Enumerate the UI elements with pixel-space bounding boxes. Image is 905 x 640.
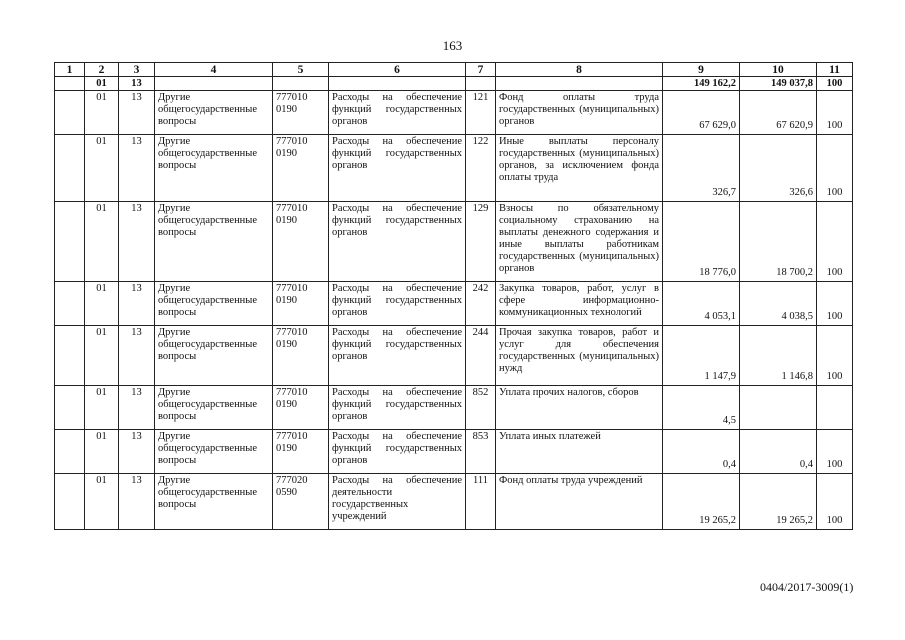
- header-cell: 10: [740, 63, 817, 77]
- expense-type-name: Уплата иных платежей: [496, 430, 663, 474]
- execution-percent: 100: [817, 135, 853, 202]
- table-row: [55, 91, 853, 135]
- section-code: 01: [85, 91, 119, 135]
- subsection-code: 13: [119, 135, 155, 202]
- subsection-code: 13: [119, 474, 155, 530]
- header-cell: 1: [55, 63, 85, 77]
- section-code: 01: [85, 135, 119, 202]
- target-article-name: Расходы на обеспечение функций государственных органов: [329, 202, 466, 282]
- section-name: Другие общегосударственные вопросы: [155, 326, 273, 386]
- total-subsection: 13: [119, 77, 155, 91]
- target-article-name: Расходы на обеспечение функций государственных органов: [329, 326, 466, 386]
- subsection-code: 13: [119, 91, 155, 135]
- total-fact: 149 037,8: [740, 77, 817, 91]
- target-article-name: Расходы на обеспечение функций государственных органов: [329, 430, 466, 474]
- table-row: [55, 326, 853, 386]
- expense-type-name: Фонд оплаты труда государственных (муниципальных) органов: [496, 91, 663, 135]
- expense-type-code: 122: [466, 135, 496, 202]
- table-row: [55, 386, 853, 430]
- row-index-cell: [55, 282, 85, 326]
- header-cell: 9: [663, 63, 740, 77]
- plan-amount: 1 147,9: [663, 326, 740, 386]
- fact-amount: 4 038,5: [740, 282, 817, 326]
- section-name: Другие общегосударственные вопросы: [155, 91, 273, 135]
- execution-percent: 100: [817, 430, 853, 474]
- section-name: Другие общегосударственные вопросы: [155, 430, 273, 474]
- row-index-cell: [55, 386, 85, 430]
- expense-type-code: 111: [466, 474, 496, 530]
- expense-type-name: Закупка товаров, работ, услуг в сфере информационно-коммуникационных технологий: [496, 282, 663, 326]
- subsection-code: 13: [119, 326, 155, 386]
- section-code: 01: [85, 282, 119, 326]
- header-cell: 8: [496, 63, 663, 77]
- expense-type-name: Иные выплаты персоналу государственных (муниципальных) органов, за исключением фонда оплаты труда: [496, 135, 663, 202]
- total-percent: 100: [817, 77, 853, 91]
- total-cell-5: [273, 77, 329, 91]
- target-article-name: Расходы на обеспечение функций государственных органов: [329, 135, 466, 202]
- row-index-cell: [55, 91, 85, 135]
- total-cell-8: [496, 77, 663, 91]
- expense-type-code: 852: [466, 386, 496, 430]
- row-index-cell: [55, 474, 85, 530]
- expense-type-code: 121: [466, 91, 496, 135]
- fact-amount: 1 146,8: [740, 326, 817, 386]
- plan-amount: 4 053,1: [663, 282, 740, 326]
- section-code: 01: [85, 474, 119, 530]
- section-name: Другие общегосударственные вопросы: [155, 474, 273, 530]
- expense-type-name: Взносы по обязательному социальному страхованию на выплаты денежного содержания и иные выплаты работникам государственных (муниципальных) органов: [496, 202, 663, 282]
- document-code: 0404/2017-3009(1): [760, 580, 854, 594]
- total-cell-6: [329, 77, 466, 91]
- total-cell-4: [155, 77, 273, 91]
- subsection-code: 13: [119, 430, 155, 474]
- header-row: [55, 63, 853, 77]
- total-cell-1: [55, 77, 85, 91]
- expense-type-code: 244: [466, 326, 496, 386]
- execution-percent: 100: [817, 282, 853, 326]
- header-cell: 2: [85, 63, 119, 77]
- total-row: [55, 77, 853, 91]
- row-index-cell: [55, 202, 85, 282]
- table-row: [55, 135, 853, 202]
- section-name: Другие общегосударственные вопросы: [155, 386, 273, 430]
- expense-type-code: 129: [466, 202, 496, 282]
- section-code: 01: [85, 386, 119, 430]
- subsection-code: 13: [119, 282, 155, 326]
- target-article-name: Расходы на обеспечение функций государственных органов: [329, 91, 466, 135]
- header-cell: 11: [817, 63, 853, 77]
- fact-amount: 19 265,2: [740, 474, 817, 530]
- fact-amount: 326,6: [740, 135, 817, 202]
- target-article-code: 777020 0590: [273, 474, 329, 530]
- row-index-cell: [55, 326, 85, 386]
- expense-type-name: Прочая закупка товаров, работ и услуг для обеспечения государственных (муниципальных) нужд: [496, 326, 663, 386]
- plan-amount: 19 265,2: [663, 474, 740, 530]
- row-index-cell: [55, 430, 85, 474]
- execution-percent: 100: [817, 202, 853, 282]
- target-article-code: 777010 0190: [273, 282, 329, 326]
- budget-table: [54, 62, 853, 530]
- total-cell-7: [466, 77, 496, 91]
- target-article-code: 777010 0190: [273, 91, 329, 135]
- plan-amount: 326,7: [663, 135, 740, 202]
- execution-percent: 100: [817, 326, 853, 386]
- section-name: Другие общегосударственные вопросы: [155, 135, 273, 202]
- total-section: 01: [85, 77, 119, 91]
- expense-type-code: 242: [466, 282, 496, 326]
- section-code: 01: [85, 326, 119, 386]
- target-article-code: 777010 0190: [273, 386, 329, 430]
- total-plan: 149 162,2: [663, 77, 740, 91]
- target-article-code: 777010 0190: [273, 202, 329, 282]
- row-index-cell: [55, 135, 85, 202]
- section-code: 01: [85, 202, 119, 282]
- target-article-name: Расходы на обеспечение функций государственных органов: [329, 282, 466, 326]
- execution-percent: [817, 386, 853, 430]
- plan-amount: 67 629,0: [663, 91, 740, 135]
- page-number: 163: [442, 38, 463, 53]
- subsection-code: 13: [119, 202, 155, 282]
- plan-amount: 0,4: [663, 430, 740, 474]
- subsection-code: 13: [119, 386, 155, 430]
- header-cell: 5: [273, 63, 329, 77]
- expense-type-name: Фонд оплаты труда учреждений: [496, 474, 663, 530]
- section-name: Другие общегосударственные вопросы: [155, 282, 273, 326]
- table-row: [55, 474, 853, 530]
- table-row: [55, 202, 853, 282]
- target-article-code: 777010 0190: [273, 430, 329, 474]
- expense-type-name: Уплата прочих налогов, сборов: [496, 386, 663, 430]
- table-row: [55, 430, 853, 474]
- fact-amount: [740, 386, 817, 430]
- plan-amount: 18 776,0: [663, 202, 740, 282]
- section-code: 01: [85, 430, 119, 474]
- header-cell: 3: [119, 63, 155, 77]
- fact-amount: 0,4: [740, 430, 817, 474]
- section-name: Другие общегосударственные вопросы: [155, 202, 273, 282]
- fact-amount: 18 700,2: [740, 202, 817, 282]
- header-cell: 6: [329, 63, 466, 77]
- expense-type-code: 853: [466, 430, 496, 474]
- plan-amount: 4,5: [663, 386, 740, 430]
- table-row: [55, 282, 853, 326]
- target-article-code: 777010 0190: [273, 326, 329, 386]
- execution-percent: 100: [817, 474, 853, 530]
- target-article-code: 777010 0190: [273, 135, 329, 202]
- target-article-name: Расходы на обеспечение деятельности государственных учреждений: [329, 474, 466, 530]
- target-article-name: Расходы на обеспечение функций государственных органов: [329, 386, 466, 430]
- header-cell: 7: [466, 63, 496, 77]
- execution-percent: 100: [817, 91, 853, 135]
- header-cell: 4: [155, 63, 273, 77]
- fact-amount: 67 620,9: [740, 91, 817, 135]
